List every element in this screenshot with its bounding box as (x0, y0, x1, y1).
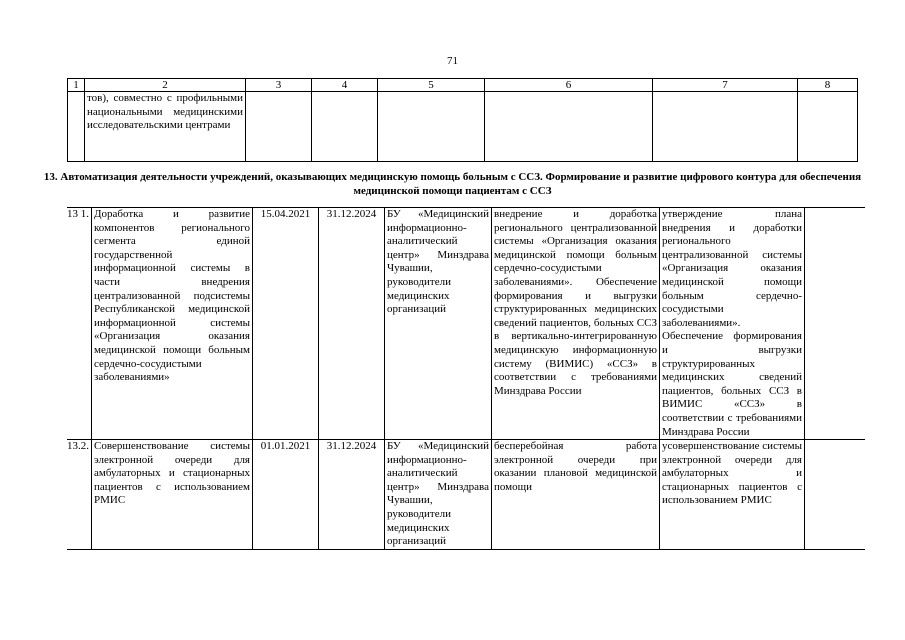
cell (312, 92, 378, 162)
cell (246, 92, 312, 162)
col-header-5: 5 (378, 79, 485, 92)
cell (798, 92, 858, 162)
col-header-4: 4 (312, 79, 378, 92)
col-header-2: 2 (85, 79, 246, 92)
indicator: усовершенствование системы электронной очереди для амбулаторных и стационарных пациентов с использованием РМИС (660, 440, 805, 550)
col-header-7: 7 (653, 79, 798, 92)
indicator: утверждение плана внедрения и доработки регионального централизованной системы «Организация оказания медицинской помощи больным сердечно-сосудистыми заболеваниями». Обеспечение формирования и выгрузки структурированных медицинских сведений пациентов, больных ССЗ в ВИМИС «ССЗ» в соответствии с требованиями Минздрава России (660, 208, 805, 440)
col-header-8: 8 (798, 79, 858, 92)
table-row (67, 440, 865, 550)
start-date: 01.01.2021 (253, 440, 319, 550)
end-date: 31.12.2024 (319, 440, 385, 550)
activity-name: Доработка и развитие компонентов регионального сегмента единой государственной информационной системы в части внедрения централизованной подсистемы Республиканской медицинской информационной системы «Организация оказания медицинской помощи больным сердечно-сосудистыми заболеваниями» (92, 208, 253, 440)
responsible: БУ «Медицинский информационно-аналитический центр» Минздрава Чувашии, руководители медицинских организаций (385, 440, 492, 550)
cell (485, 92, 653, 162)
continuation-row (68, 92, 858, 162)
cell (653, 92, 798, 162)
header-table (67, 78, 858, 162)
result: внедрение и доработка регионального централизованной системы «Организация оказания медицинской помощи больным сердечно-сосудистыми заболеваниями». Обеспечение формирования и выгрузки структурированных медицинских сведений пациентов, больных ССЗ в вертикально-интегрированную медицинскую информационную систему (ВИМИС) «ССЗ» в соответствии с требованиями Минздрава России (492, 208, 660, 440)
start-date: 15.04.2021 (253, 208, 319, 440)
activities-table (67, 207, 865, 550)
page-number: 71 (447, 55, 458, 67)
cell (68, 92, 85, 162)
result: бесперебойная работа электронной очереди при оказании плановой медицинской помощи (492, 440, 660, 550)
cell (378, 92, 485, 162)
table-row (67, 208, 865, 440)
section-title: 13. Автоматизация деятельности учреждений, оказывающих медицинскую помощь больным с ССЗ. Формирование и развитие цифрового контура для обеспечения медицинской помощи пациентам с ССЗ (43, 171, 862, 197)
row-number: 13 1. (67, 208, 92, 440)
responsible: БУ «Медицинский информационно-аналитический центр» Минздрава Чувашии, руководители медицинских организаций (385, 208, 492, 440)
col-header-6: 6 (485, 79, 653, 92)
note (805, 208, 865, 440)
cell: тов), совместно с профильными национальными медицинскими исследовательскими центрами (85, 92, 246, 162)
column-number-row (68, 79, 858, 92)
note (805, 440, 865, 550)
end-date: 31.12.2024 (319, 208, 385, 440)
activity-name: Совершенствование системы электронной очереди для амбулаторных и стационарных пациентов с использованием РМИС (92, 440, 253, 550)
col-header-1: 1 (68, 79, 85, 92)
row-number: 13.2. (67, 440, 92, 550)
col-header-3: 3 (246, 79, 312, 92)
